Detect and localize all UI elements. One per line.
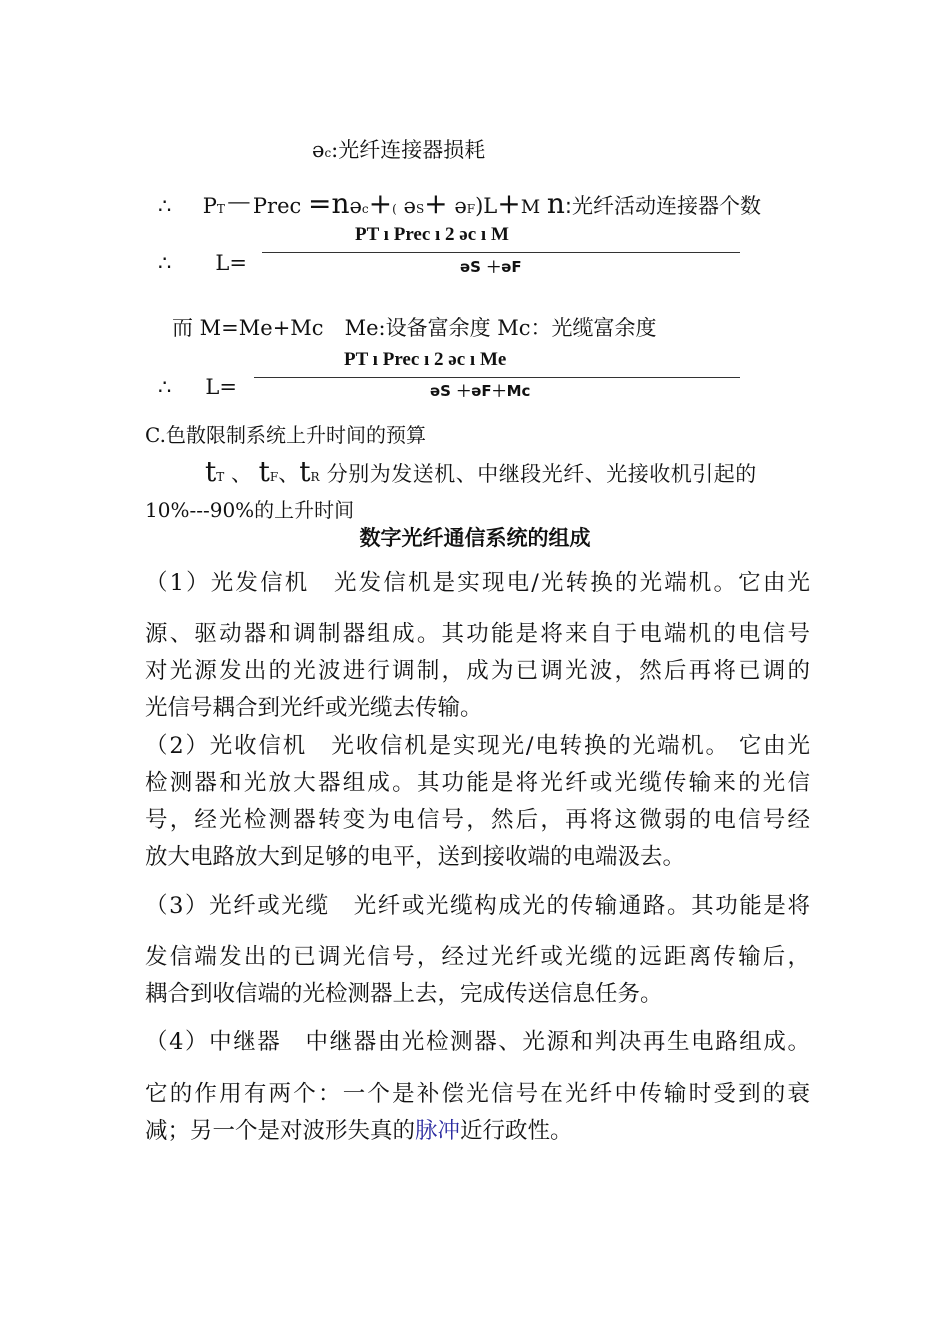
plus-sign: +: [368, 187, 393, 220]
paren-open: (: [392, 202, 397, 216]
text-line: （4）中继器 中继器由光检测器、光源和判决再生电路组成。: [145, 1029, 810, 1055]
alpha-s-sub: S: [415, 202, 425, 216]
rise-time-desc: 分别为发送机、中继段光纤、光接收机引起的: [319, 462, 757, 486]
rise-time-definition: [205, 455, 757, 491]
paragraph-repeater-body: [145, 1076, 810, 1150]
minus-sign: －: [224, 187, 253, 220]
text-line: 光信号耦合到光纤或光缆去传输。: [145, 695, 483, 721]
length-term: )L: [475, 194, 498, 218]
l-equals: L=: [215, 251, 247, 275]
n-symbol-desc: n: [546, 187, 565, 220]
alpha-f-sub: F: [466, 202, 476, 216]
separator: 、: [278, 462, 300, 486]
alpha-f: ə: [454, 194, 467, 218]
plus-sign: +: [424, 187, 448, 220]
fraction2-numerator: PT ı Prec ı 2 əc ı Me: [344, 349, 507, 370]
therefore-symbol: ∴: [158, 194, 172, 218]
alpha-c-sub: c: [361, 202, 369, 216]
n-description: :光纤活动连接器个数: [564, 194, 761, 218]
section-title: 数字光纤通信系统的组成: [359, 526, 591, 550]
symbol-sub: c: [324, 146, 332, 160]
text-line: （2）光收信机 光收信机是实现光/电转换的光端机。 它由光: [145, 733, 810, 759]
text-line: （3）光纤或光缆 光纤或光缆构成光的传输通路。其功能是将: [145, 893, 810, 919]
t-symbol: t: [205, 455, 217, 488]
formula-power-budget: [158, 187, 761, 223]
text-line: 检测器和光放大器组成。其功能是将光纤或光缆传输来的光信: [145, 770, 810, 796]
fraction1-bar: [262, 252, 740, 253]
paragraph-fiber-body: [145, 939, 810, 1013]
text-line: 放大电路放大到足够的电平，送到接收端的电端汲去。: [145, 844, 686, 870]
fraction1-lhs: [158, 249, 247, 277]
t-symbol: t: [299, 455, 311, 488]
paragraph-repeater-intro: [145, 1024, 810, 1061]
text-segment: 近行政性。: [460, 1118, 573, 1144]
text-line: 它的作用有两个：一个是补偿光信号在光纤中传输时受到的衰: [145, 1081, 810, 1107]
prec-symbol: Prec: [252, 194, 302, 218]
equals-sign: =: [307, 187, 332, 220]
margin-definition: 而 M=Me+Mc Me:设备富余度 Mc：光缆富余度: [172, 316, 657, 340]
alpha-c: ə: [349, 194, 362, 218]
text-segment: 减；另一个是对波形失真的: [145, 1118, 416, 1144]
paragraph-receiver: [145, 728, 810, 876]
alpha-s: ə: [403, 194, 416, 218]
paragraph-transmitter-body: [145, 616, 810, 727]
text-line: 对光源发出的光波进行调制，成为已调光波，然后再将已调的: [145, 658, 810, 684]
formula-note-connector-loss: [312, 136, 485, 167]
therefore-symbol: ∴: [158, 251, 172, 275]
fraction2-denominator: əS ＋əF＋Mc: [430, 382, 531, 400]
n-symbol: n: [331, 187, 350, 220]
text-line: 耦合到收信端的光检测器上去，完成传送信息任务。: [145, 981, 663, 1007]
pt-sub: T: [216, 202, 225, 216]
text-line: （1）光发信机 光发信机是实现电/光转换的光端机。它由光: [145, 570, 810, 596]
m-symbol: M: [520, 196, 541, 218]
note-text: :光纤连接器损耗: [331, 138, 486, 162]
t-symbol: t: [258, 455, 270, 488]
l-equals: L=: [205, 375, 237, 399]
t-sub-t: T: [216, 470, 225, 484]
fraction1-denominator: əS ＋əF: [460, 258, 522, 276]
pulse-link[interactable]: 脉冲: [415, 1118, 461, 1144]
pt-symbol: P: [202, 194, 217, 218]
paragraph-transmitter-intro: [145, 565, 810, 602]
plus-sign: +: [497, 187, 521, 220]
text-line: 号，经光检测器转变为电信号，然后，再将这微弱的电信号经: [145, 807, 810, 833]
therefore-symbol: ∴: [158, 375, 172, 399]
separator: 、: [230, 462, 252, 486]
paragraph-fiber-intro: [145, 888, 810, 925]
fraction2-lhs: [158, 373, 237, 401]
text-line: 源、驱动器和调制器组成。其功能是将来自于电端机的电信号: [145, 621, 810, 647]
t-sub-f: F: [269, 470, 279, 484]
t-sub-r: R: [310, 470, 320, 484]
text-line: 发信端发出的已调光信号，经过光纤或光缆的远距离传输后，: [145, 944, 810, 970]
section-c-heading: C.色散限制系统上升时间的预算: [145, 423, 426, 447]
symbol-a: ə: [312, 138, 325, 162]
rise-time-range: 10%---90%的上升时间: [145, 498, 355, 522]
fraction2-bar: [254, 377, 740, 378]
fraction1-numerator: PT ı Prec ı 2 əc ı M: [355, 224, 509, 245]
text-line-last: [145, 1113, 810, 1150]
